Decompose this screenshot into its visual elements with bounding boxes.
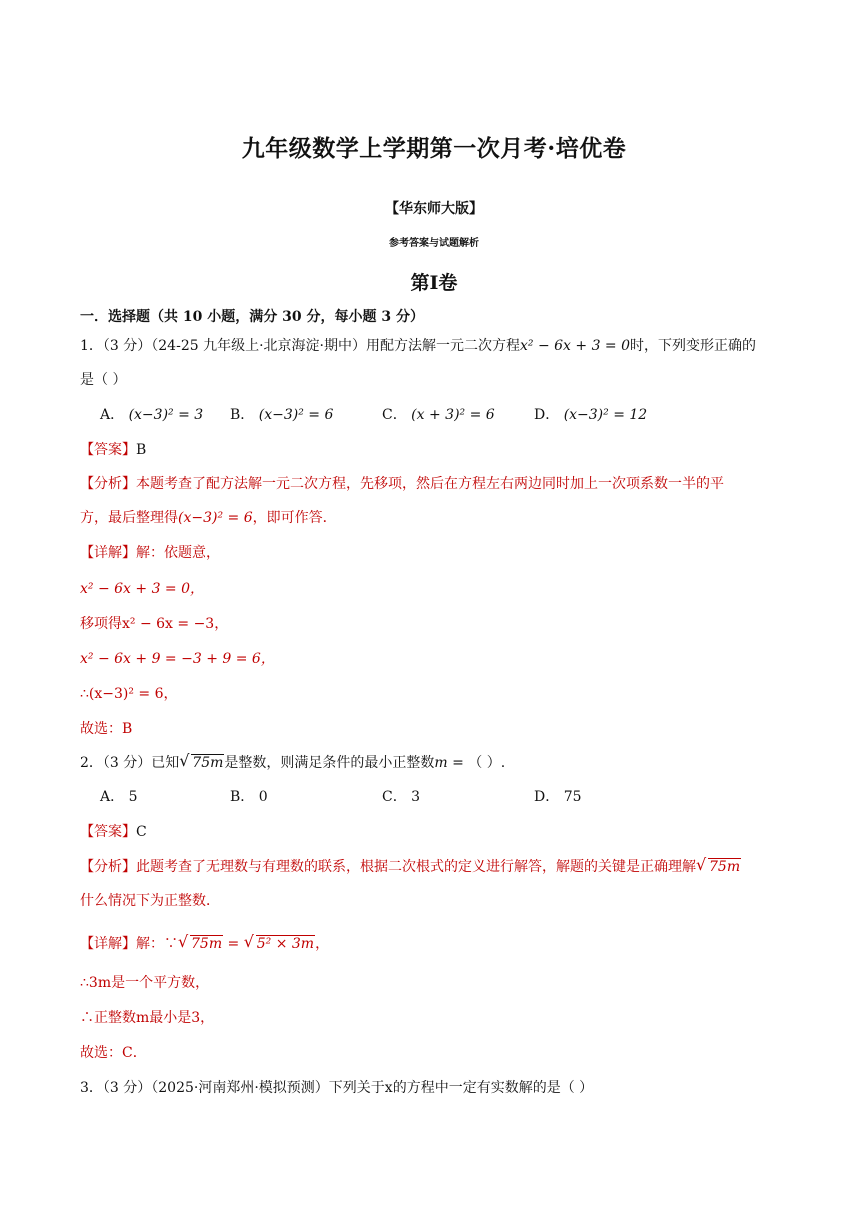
q1-analysis-cont: 方，最后整理得(x−3)² = 6，即可作答． [80, 510, 337, 526]
q2-option-c: C． 3 [382, 789, 421, 805]
q2-number: 2． [80, 755, 103, 771]
q1-equation: x² − 6x + 3 = 0 [520, 338, 631, 354]
section-heading: 一．选择题（共 10 小题，满分 30 分，每小题 3 分） [80, 309, 424, 325]
edition-label: 【华东师大版】 [385, 201, 483, 217]
q1-step-2: 移项得x² − 6x = −3， [80, 616, 229, 632]
volume-heading: 第Ⅰ卷 [410, 272, 458, 294]
subtitle: 参考答案与试题解析 [389, 238, 479, 249]
q1-step-4: ∴(x−3)² = 6， [80, 686, 178, 702]
q2-radical: √ 75m [179, 753, 224, 773]
q2-analysis-radical: √ 75m [696, 857, 741, 877]
q1-stem-cont: 是（ ） [80, 372, 127, 388]
q1-step-3: x² − 6x + 9 = −3 + 9 = 6， [80, 651, 275, 667]
q1-answer: 【答案】B [80, 442, 147, 458]
q2-step-1: ∴3m是一个平方数， [80, 975, 210, 991]
q2-stem: 2．（3 分）已知√ 75m是整数，则满足条件的最小正整数m = （ ）. [80, 753, 505, 773]
q2-option-b: B． 0 [230, 789, 268, 805]
q2-analysis-cont: 什么情况下为正整数． [80, 893, 220, 909]
q2-detail: 【详解】解：∵√ 75m = √ 5² × 3m， [80, 934, 329, 954]
q1-step-1: x² − 6x + 3 = 0， [80, 581, 205, 597]
q1-detail: 【详解】解：依题意， [80, 545, 220, 561]
q1-choice: 故选：B [80, 721, 133, 737]
q1-option-c: C． (x + 3)² = 6 [382, 407, 495, 423]
q2-answer: 【答案】C [80, 824, 147, 840]
q2-choice: 故选：C． [80, 1045, 147, 1061]
q1-option-d: D． (x−3)² = 12 [534, 407, 648, 423]
q1-option-a: A． (x−3)² = 3 [100, 407, 204, 423]
q1-option-b: B． (x−3)² = 6 [230, 407, 334, 423]
q2-option-a: A． 5 [100, 789, 138, 805]
q1-number: 1． [80, 338, 103, 354]
q2-option-d: D． 75 [534, 789, 582, 805]
q2-step-2: ∴正整数m最小是3， [80, 1010, 215, 1026]
page-title: 九年级数学上学期第一次月考·培优卷 [241, 135, 627, 162]
q2-analysis: 【分析】此题考查了无理数与有理数的联系，根据二次根式的定义进行解答，解题的关键是正确理解√ 75m [80, 857, 741, 877]
q1-stem: 1．（3 分）（24-25 九年级上·北京海淀·期中）用配方法解一元二次方程x² − 6x + 3 = 0时，下列变形正确的 [80, 338, 757, 354]
q3-stem: 3．（3 分）（2025·河南郑州·模拟预测）下列关于x的方程中一定有实数解的是（ ） [80, 1080, 594, 1096]
q1-analysis: 【分析】本题考查了配方法解一元二次方程，先移项，然后在方程左右两边同时加上一次项系数一半的平 [80, 476, 724, 492]
